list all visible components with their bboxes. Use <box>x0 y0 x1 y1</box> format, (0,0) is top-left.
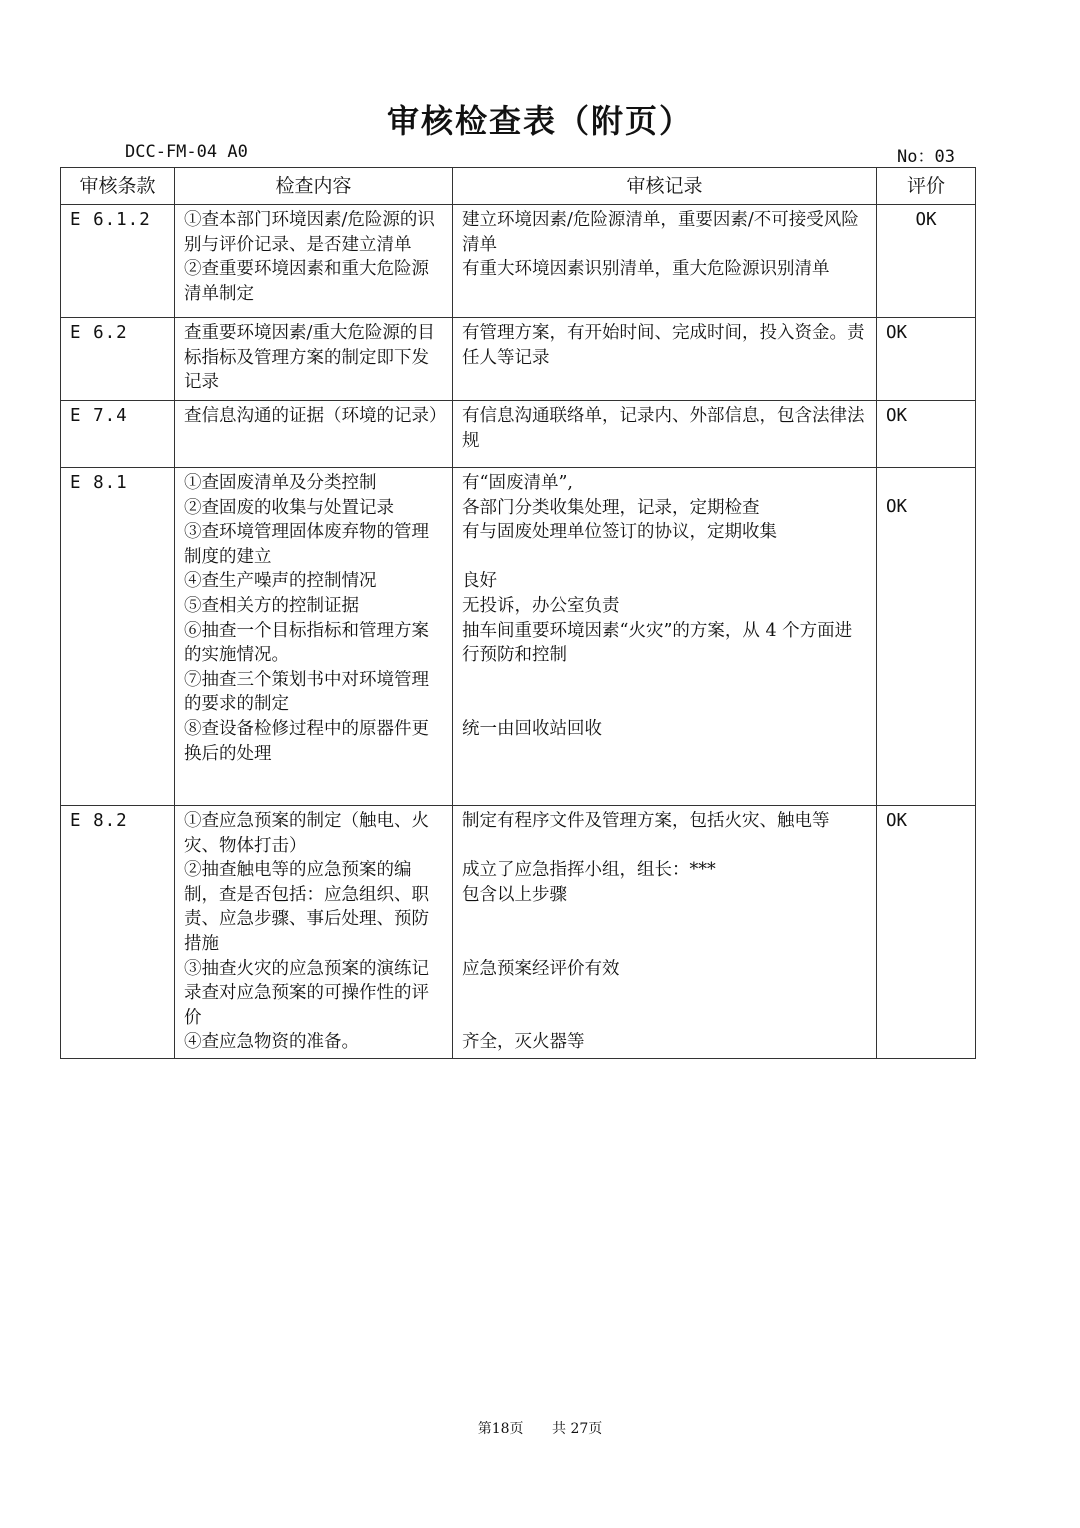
record-line: 应急预案经评价有效 <box>462 958 620 979</box>
record-cell <box>453 806 877 1059</box>
clause-cell: E 8.1 <box>61 468 175 806</box>
content-cell <box>175 806 453 1059</box>
clause-cell: E 6.1.2 <box>61 205 175 318</box>
content-line: ①查应急预案的制定（触电、火灾、物体打击） <box>184 811 429 856</box>
page-number: 第18页 <box>477 1421 524 1437</box>
header-evaluation: 评价 <box>877 168 976 205</box>
clause-cell: E 8.2 <box>61 806 175 1059</box>
record-line: 有重大环境因素识别清单，重大危险源识别清单 <box>462 259 830 280</box>
content-line: ②查重要环境因素和重大危险源清单制定 <box>184 259 429 304</box>
evaluation-cell: OK <box>877 468 976 806</box>
doc-meta <box>125 142 955 166</box>
evaluation-cell: OK <box>877 205 976 318</box>
record-line: 有信息沟通联络单，记录内、外部信息，包含法律法规 <box>462 406 865 451</box>
header-clause: 审核条款 <box>61 168 175 205</box>
content-line: 查重要环境因素/重大危险源的目标指标及管理方案的制定即下发记录 <box>184 323 435 393</box>
content-cell <box>175 205 453 318</box>
record-line: 成立了应急指挥小组，组长：*** <box>462 860 716 881</box>
clause-cell: E 7.4 <box>61 401 175 468</box>
content-line: ⑧查设备检修过程中的原器件更换后的处理 <box>184 718 429 764</box>
table-row <box>61 401 976 468</box>
clause-cell: E 6.2 <box>61 318 175 401</box>
evaluation-cell: OK <box>877 318 976 401</box>
page-footer <box>0 1418 1080 1438</box>
header-content: 检查内容 <box>175 168 453 205</box>
doc-number: No：03 <box>897 147 955 167</box>
page-total: 共 27页 <box>552 1421 603 1437</box>
record-cell <box>453 468 877 806</box>
record-line <box>462 981 867 1006</box>
evaluation-cell: OK <box>877 401 976 468</box>
evaluation-cell: OK <box>877 806 976 1059</box>
record-line <box>462 545 867 570</box>
record-line <box>462 1006 867 1031</box>
audit-table-body <box>61 205 976 1059</box>
content-line: ⑥抽查一个目标指标和管理方案的实施情况。 <box>184 620 429 666</box>
doc-code: DCC-FM-04 A0 <box>125 142 248 162</box>
content-cell <box>175 318 453 401</box>
record-line <box>462 932 867 957</box>
content-line: ③抽查火灾的应急预案的演练记录查对应急预案的可操作性的评价 <box>184 958 429 1028</box>
header-record: 审核记录 <box>453 168 877 205</box>
record-line: 有“固废清单”, <box>462 473 573 493</box>
content-line: ④查应急物资的准备。 <box>184 1032 359 1053</box>
audit-table <box>60 167 976 1059</box>
page-title: 审核检查表（附页） <box>386 102 693 140</box>
table-row <box>61 318 976 401</box>
record-line: 有与固废处理单位签订的协议，定期收集 <box>462 522 777 543</box>
content-line: ①查本部门环境因素/危险源的识别与评价记录、是否建立清单 <box>184 210 435 255</box>
record-line <box>462 834 867 859</box>
table-row <box>61 205 976 318</box>
content-line: ②抽查触电等的应急预案的编制，查是否包括：应急组织、职责、应急步骤、事后处理、预防措施 <box>184 860 429 954</box>
record-line <box>462 692 867 717</box>
content-line: ⑦抽查三个策划书中对环境管理的要求的制定 <box>184 669 429 715</box>
record-cell <box>453 318 877 401</box>
content-line: ③查环境管理固体废弃物的管理制度的建立 <box>184 522 429 567</box>
record-line: 统一由回收站回收 <box>462 718 602 739</box>
record-line: 抽车间重要环境因素“火灾”的方案，从 4 个方面进行预防和控制 <box>462 620 853 666</box>
record-line: 建立环境因素/危险源清单，重要因素/不可接受风险清单 <box>462 210 859 255</box>
table-row <box>61 468 976 806</box>
table-row <box>61 806 976 1059</box>
content-cell <box>175 468 453 806</box>
record-line <box>462 907 867 932</box>
record-line: 有管理方案，有开始时间、完成时间，投入资金。责任人等记录 <box>462 323 865 368</box>
table-header-row <box>61 168 976 205</box>
record-line: 各部门分类收集处理，记录，定期检查 <box>462 497 760 518</box>
content-line: ⑤查相关方的控制证据 <box>184 595 359 616</box>
record-cell <box>453 205 877 318</box>
content-line: ①查固废清单及分类控制 <box>184 473 377 493</box>
record-line <box>462 668 867 693</box>
record-cell <box>453 401 877 468</box>
record-line: 齐全，灭火器等 <box>462 1032 585 1053</box>
record-line: 包含以上步骤 <box>462 884 567 905</box>
content-cell <box>175 401 453 468</box>
content-line: 查信息沟通的证据（环境的记录） <box>184 406 447 426</box>
record-line: 良好 <box>462 571 497 592</box>
record-line: 制定有程序文件及管理方案，包括火灾、触电等 <box>462 811 830 831</box>
content-line: ④查生产噪声的控制情况 <box>184 571 377 592</box>
content-line: ②查固废的收集与处置记录 <box>184 497 394 518</box>
record-line: 无投诉，办公室负责 <box>462 595 620 616</box>
